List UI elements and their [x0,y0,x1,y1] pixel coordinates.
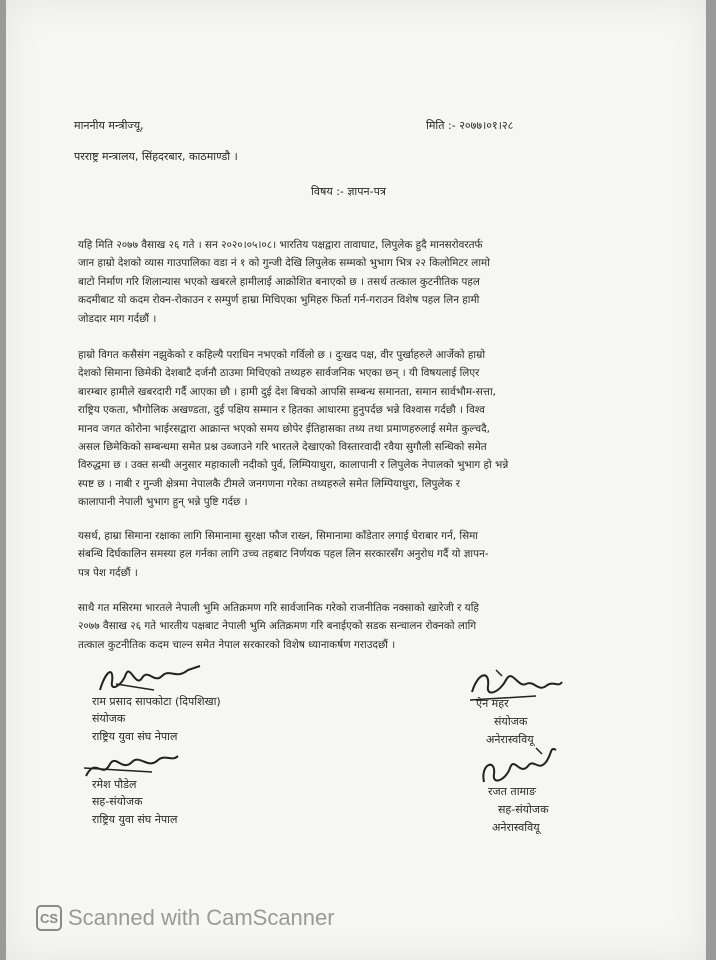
paragraph-line: यहि मिति २०७७ वैसाख २६ गते । सन २०२०।०५।०८। भारतिय पक्षद्वारा तावाघाट, लिपुलेक हुदै मानसरोवरतर्फ [78,239,483,251]
recipient-address: परराष्ट्र मन्त्रालय, सिंहदरबार, काठमाण्डौ । [74,150,238,163]
paragraph-3 [78,527,678,582]
camscanner-watermark [36,905,335,931]
signatory-2-org: राष्ट्रिय युवा संघ नेपाल [92,813,178,826]
paragraph-line: २०७७ वैसाख २६ गते भारतीय पक्षबाट नेपाली भुमि अतिक्रमण गरि बनाईएको सडक सन्चालन रोक्नको लागि [78,620,477,633]
paragraph-line: पत्र पेश गर्दछौं । [78,566,138,579]
watermark-text: Scanned with CamScanner [68,905,335,930]
signatory-1-role: संयोजक [92,712,126,725]
paragraph-line: विरुद्धमा छ । उक्त सन्धी अनुसार महाकाली नदीको पुर्व, लिम्पियाधुरा, कालापानी र लिपुलेक नेपालको भुभाग हो भन्ने [78,459,509,472]
paragraph-line: बारम्बार हामीले खबरदारी गर्दै आएका छौ । हामी दुई देश बिचको आपसि सम्बन्ध समानता, समान सार्वभौम-सत्ता, [78,385,496,398]
signatory-4-org: अनेरास्ववियू [492,821,540,834]
paragraph-line: कदमीबाट यो कदम रोक्न-रोकाउन र सम्पुर्ण हाम्रा मिचिएका भुमिहरु फिर्ता गर्न-गराउन विशेष पहल लिन हामी [78,294,480,307]
scanned-letter-page [6,0,706,960]
paragraph-line: संबन्धि दिर्घकालिन समस्या हल गर्नका लागि उच्च तहबाट निर्णयक पहल लिन सरकारसँग अनुरोध गर्दै यो ज्ञापन- [78,548,489,561]
paragraph-line: असल छिमेकिको सम्बन्धमा समेत प्रश्न उब्जाउने गरि भारतले देखाएको विस्तारवादी रवैया सुगौली सन्धिको समेत [78,441,487,454]
paragraph-1 [78,236,678,328]
signatory-1-org: राष्ट्रिय युवा संघ नेपाल [92,730,178,743]
paragraph-line: साथै गत मसिरमा भारतले नेपाली भुमि अतिक्रमण गरि सार्वजानिक गरेको राजनीतिक नक्साको खारेजी र यहि [78,602,479,614]
signatory-2-role: सह-संयोजक [92,795,143,808]
signatory-4-name: रजत तामाङ [488,785,536,798]
paragraph-line: जान हाम्रो देशको व्यास गाउपालिका वडा नं १ को गुन्जी देखि लिपुलेक सम्मको भुभाग भित्र २२ किलोमिटर लामो [78,257,490,270]
signatory-4-role: सह-संयोजक [498,803,549,816]
camscanner-logo-icon: CS [36,905,62,931]
signatory-3-role: संयोजक [494,715,528,728]
signatory-3-name: ऐन महर [476,697,509,710]
letter-date: मिति :- २०७७।०१।२८ [426,119,514,132]
signatory-3-org: अनेरास्ववियू [486,733,534,746]
paragraph-line: हाम्रो विगत कसैसंग नझुकेको र कहिल्यै पराधिन नभएको गर्विलो छ । दुःखद पक्ष, वीर पुर्खाहरुले आर्जेको हाम्रो [78,349,486,361]
paragraph-2 [78,346,678,512]
paragraph-4 [78,599,678,654]
paragraph-line: कालापानी नेपाली भुभाग हुन् भन्ने पुष्टि गर्दछ । [78,496,248,509]
paragraph-line: स्पष्ट छ । नाबी र गुन्जी क्षेत्रमा नेपालकै टीमले जनगणना गरेका तथ्यहरुले समेत लिम्पियाधुरा, लिपुलेक र [78,477,460,490]
paragraph-line: तत्काल कुटनीतिक कदम चाल्न समेत नेपाल सरकारको विशेष ध्यानाकर्षण गराउदछौं । [78,638,396,651]
addressee: माननीय मन्त्रीज्यू, [74,119,144,132]
paragraph-line: यसर्थ, हाम्रा सिमाना रक्षाका लागि सिमानामा सुरक्षा फौज राख्न, सिमानामा काँडेतार लगाई घेराबार गर्न, सिमा [78,530,478,542]
signatory-1-name: राम प्रसाद सापकोटा (दिपशिखा) [92,695,221,708]
subject-line: विषय :- ज्ञापन-पत्र [311,185,386,198]
paragraph-line: बाटो निर्माण गरि शिलान्यास भएको खबरले हामीलाई आक्रोशित बनाएको छ । तसर्थ तत्काल कुटनीतिक पहल [78,275,480,288]
paragraph-line: जोडदार माग गर्दछौं । [78,312,157,325]
paragraph-line: राष्ट्रिय एकता, भौगोलिक अखण्डता, दुई पक्षिय सम्मान र हितका आधारमा हुनुपर्दछ भन्ने विश्वास गर्दछौ । विश्व [78,404,485,417]
paragraph-line: मानव जगत कोरोना भाईरसद्वारा आक्रान्त भएको समय छोपेर ईतिहासका तथ्य तथा प्रमाणहरुलाई समेत कुल्चदै, [78,422,490,435]
signatory-2-name: रमेश पौडेल [92,778,137,791]
paragraph-line: देशको सिमाना छिमेकी देशबाटै दर्जनौ ठाउमा मिचिएको तथ्यहरु सार्वजनिक भएका छन् । यी विषयलाई लिएर [78,367,480,380]
signature-ram-prasad [96,660,206,696]
